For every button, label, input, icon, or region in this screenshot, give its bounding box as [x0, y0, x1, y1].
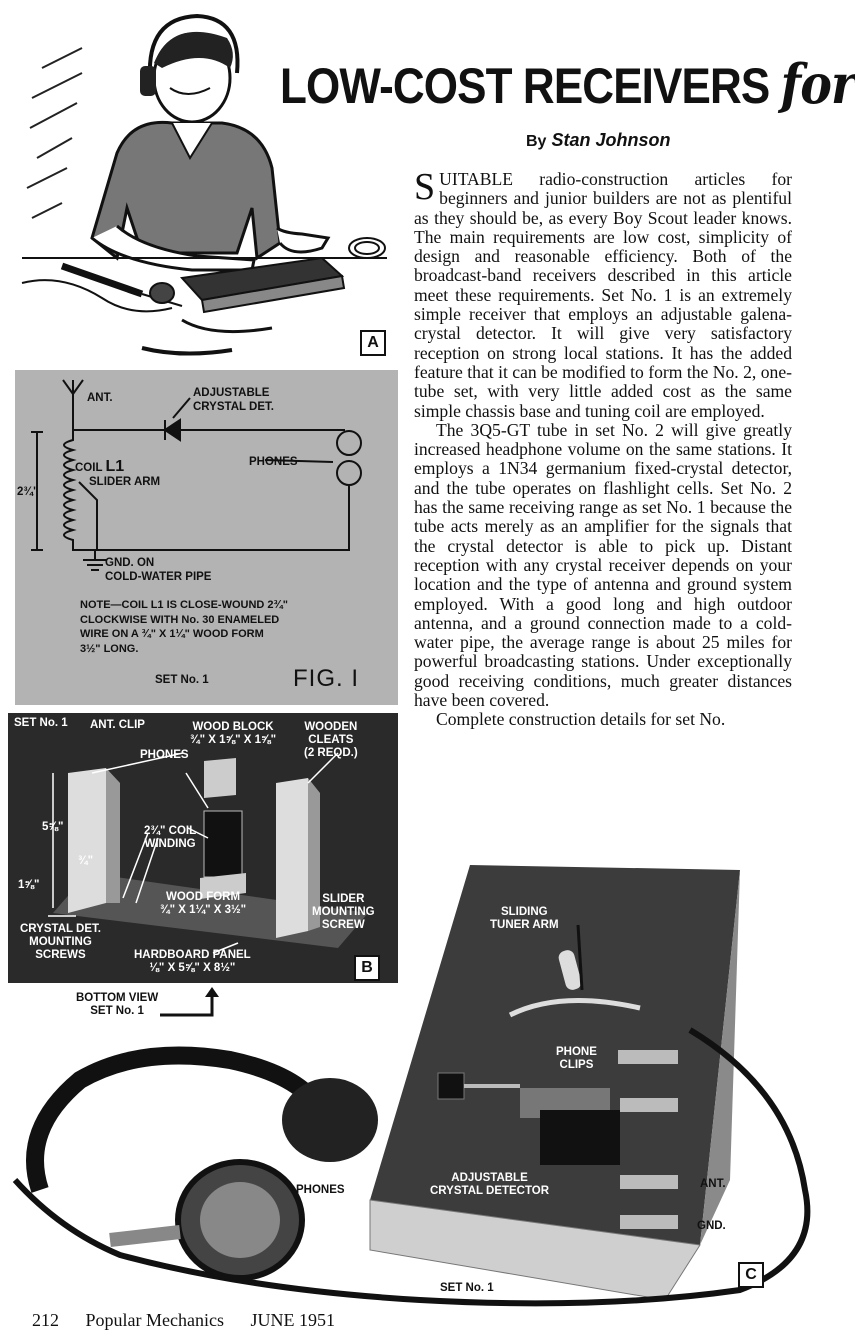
- photoc-phones: PHONES: [296, 1184, 345, 1196]
- figb-phones: PHONES: [140, 749, 189, 761]
- figb-crystal-screws: CRYSTAL DET. MOUNTING SCREWS: [20, 923, 101, 961]
- figb-wood-form: WOOD FORM ¾" X 1¼" X 3½": [160, 891, 247, 916]
- paragraph-3: Complete construction details for set No.: [436, 709, 726, 730]
- title-main: LOW-COST RECEIVERS: [280, 58, 770, 114]
- author-name: Stan Johnson: [551, 130, 671, 150]
- photoc-tuner-arm: SLIDING TUNER ARM: [490, 906, 559, 931]
- coil-note: NOTE—COIL L1 IS CLOSE-WOUND 2¾" CLOCKWISE WITH No. 30 ENAMELED WIRE ON A ¾" X 1¼" WOOD FORM 3½" LONG.: [80, 599, 288, 655]
- figb-wood-block: WOOD BLOCK ¾" X 1⅝" X 1⅝": [190, 721, 277, 746]
- paragraph-1-text: UITABLE radio-construction articles for beginners and junior builders are not as plentiful as they should be, as every Boy Scout leader knows. The main requirements are low cost, simplicity of design and reasonable efficiency. Both of the broadcast-band receivers described in this article meet these requirements. Set No. 1 is an extremely simple receiver that employs an adjustable galena-crystal detector. It will give very satisfactory reception on strong local stations. It has the added feature that it can be modified to form the No. 2, one-tube set, with very little added cost as the same simple chassis base and tuning coil are employed.: [414, 169, 792, 421]
- photoc-gnd: GND.: [697, 1220, 726, 1232]
- paragraph-1: [414, 166, 792, 421]
- figb-cleats: WOODEN CLEATS (2 REQD.): [304, 721, 358, 759]
- drop-cap: S: [414, 166, 436, 208]
- fig1-figure-label: FIG. I: [293, 665, 359, 692]
- label-ant: ANT.: [87, 392, 113, 404]
- figb-dim-small: ¾": [78, 855, 94, 867]
- photoc-set-label: SET No. 1: [440, 1282, 494, 1294]
- figb-dim-height: 5⅝": [42, 821, 64, 833]
- figure-c-photo: [0, 830, 825, 1310]
- figure-a-letter: A: [360, 330, 386, 356]
- figb-coil-winding: 2¾" COIL WINDING: [144, 825, 197, 850]
- label-coil-word: COIL: [75, 462, 103, 474]
- paragraph-2: The 3Q5-GT tube in set No. 2 will give greatly increased headphone volume on the same stations. It employs a 1N34 germanium fixed-crystal detector, and the tube operates on flashlight cells. Set No. 2 has the same receiving range as set No. 1 because the tube acts merely as an amplifier for the signals that the crystal detector is able to pick up. Distant reception with any crystal receiver depends on your location and the type of antenna and ground system employed. With a good long and high outdoor antenna, and a ground connection made to a cold-water pipe, the average range is about 25 miles for powerful broadcasting stations. Under exceptionally good receiving conditions, much greater distances have been covered.: [414, 419, 792, 711]
- figb-dim-width: 1⅝": [18, 879, 40, 891]
- figure-b-letter: B: [354, 955, 380, 981]
- receiver-photo: [0, 830, 825, 1310]
- photoc-ant: ANT.: [700, 1178, 726, 1190]
- issue-date: JUNE 1951: [250, 1310, 335, 1330]
- byline-prefix: By: [526, 133, 547, 150]
- byline: [526, 130, 670, 151]
- label-coil: [75, 458, 124, 476]
- figb-ant-clip: ANT. CLIP: [90, 719, 145, 731]
- page-number: 212: [32, 1310, 59, 1330]
- figure-a-illustration: [22, 8, 387, 360]
- figure-c-letter: C: [738, 1262, 764, 1288]
- figb-hardboard-panel: HARDBOARD PANEL ⅛" X 5⅝" X 8½": [134, 949, 251, 974]
- figb-slider-screw: SLIDER MOUNTING SCREW: [312, 893, 375, 931]
- label-crystal-det: ADJUSTABLE CRYSTAL DET.: [193, 387, 274, 413]
- label-phones: PHONES: [249, 456, 298, 468]
- label-ground: GND. ON COLD-WATER PIPE: [105, 557, 212, 583]
- bottom-view-caption: BOTTOM VIEW SET No. 1: [76, 992, 159, 1017]
- label-dimension: 2¾": [17, 486, 39, 498]
- figb-set-label: SET No. 1: [14, 717, 68, 729]
- label-slider-arm: SLIDER ARM: [89, 476, 161, 488]
- magazine-name: Popular Mechanics: [85, 1310, 224, 1330]
- page-footer: [32, 1310, 357, 1331]
- title-script: for: [780, 52, 855, 116]
- fig1-set-label: SET No. 1: [155, 674, 209, 686]
- photoc-crystal-detector: ADJUSTABLE CRYSTAL DETECTOR: [430, 1172, 550, 1197]
- figure-1-schematic: [15, 370, 398, 705]
- boy-soldering-illustration: [22, 8, 387, 360]
- article-body: [414, 166, 792, 730]
- photoc-phone-clips: PHONE CLIPS: [556, 1046, 597, 1071]
- label-coil-id: L1: [105, 458, 125, 475]
